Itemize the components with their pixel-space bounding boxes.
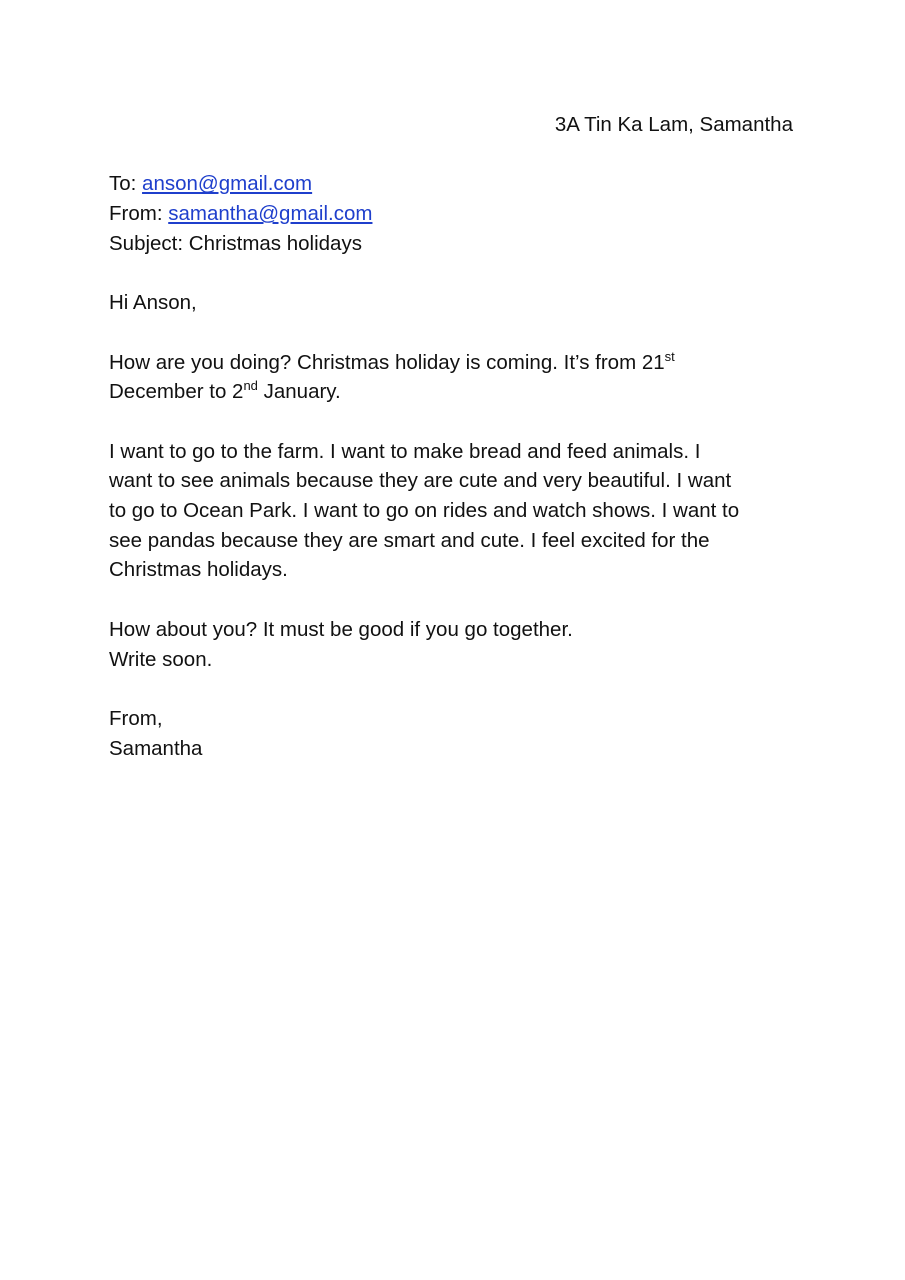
dates-line-1: [109, 348, 799, 378]
dates-line-2: [109, 377, 799, 407]
to-line: [109, 169, 799, 199]
greeting: Hi Anson,: [109, 291, 197, 315]
write-soon-line: Write soon.: [109, 647, 213, 671]
plans-line-4: see pandas because they are smart and cute. I feel excited for the: [109, 528, 710, 552]
subject-label: Subject:: [109, 231, 189, 255]
to-label: To:: [109, 172, 143, 196]
letter-body: [109, 110, 799, 763]
question-line: How about you? It must be good if you go together.: [109, 617, 573, 641]
from-email-link[interactable]: samantha@gmail.com: [168, 202, 373, 226]
author-header: 3A Tin Ka Lam, Samantha: [554, 113, 793, 136]
ordinal-suffix-st: st: [664, 348, 675, 364]
plans-line-5: Christmas holidays.: [109, 558, 288, 582]
email-header: [109, 169, 799, 258]
sign-off: [109, 704, 799, 763]
signature: Samantha: [109, 736, 203, 760]
to-email-link[interactable]: anson@gmail.com: [142, 172, 313, 196]
plans-line-1: I want to go to the farm. I want to make bread and feed animals. I: [109, 439, 701, 463]
plans-line-3: to go to Ocean Park. I want to go on rides and watch shows. I want to: [109, 499, 740, 523]
paragraph-closing-question: [109, 615, 799, 674]
paragraph-plans: [109, 437, 799, 586]
dates-text-2: December to 2: [109, 380, 244, 404]
paragraph-dates: [109, 348, 799, 407]
from-label: From:: [109, 202, 169, 226]
dates-text-1: How are you doing? Christmas holiday is coming. It’s from 21: [109, 350, 665, 374]
dates-text-3: January.: [257, 380, 341, 404]
subject-line: [109, 229, 799, 259]
plans-line-2: want to see animals because they are cute and very beautiful. I want: [109, 469, 732, 493]
closing-word: From,: [109, 706, 163, 730]
ordinal-suffix-nd: nd: [243, 378, 258, 394]
from-line: [109, 199, 799, 229]
subject-text: Christmas holidays: [188, 231, 362, 255]
